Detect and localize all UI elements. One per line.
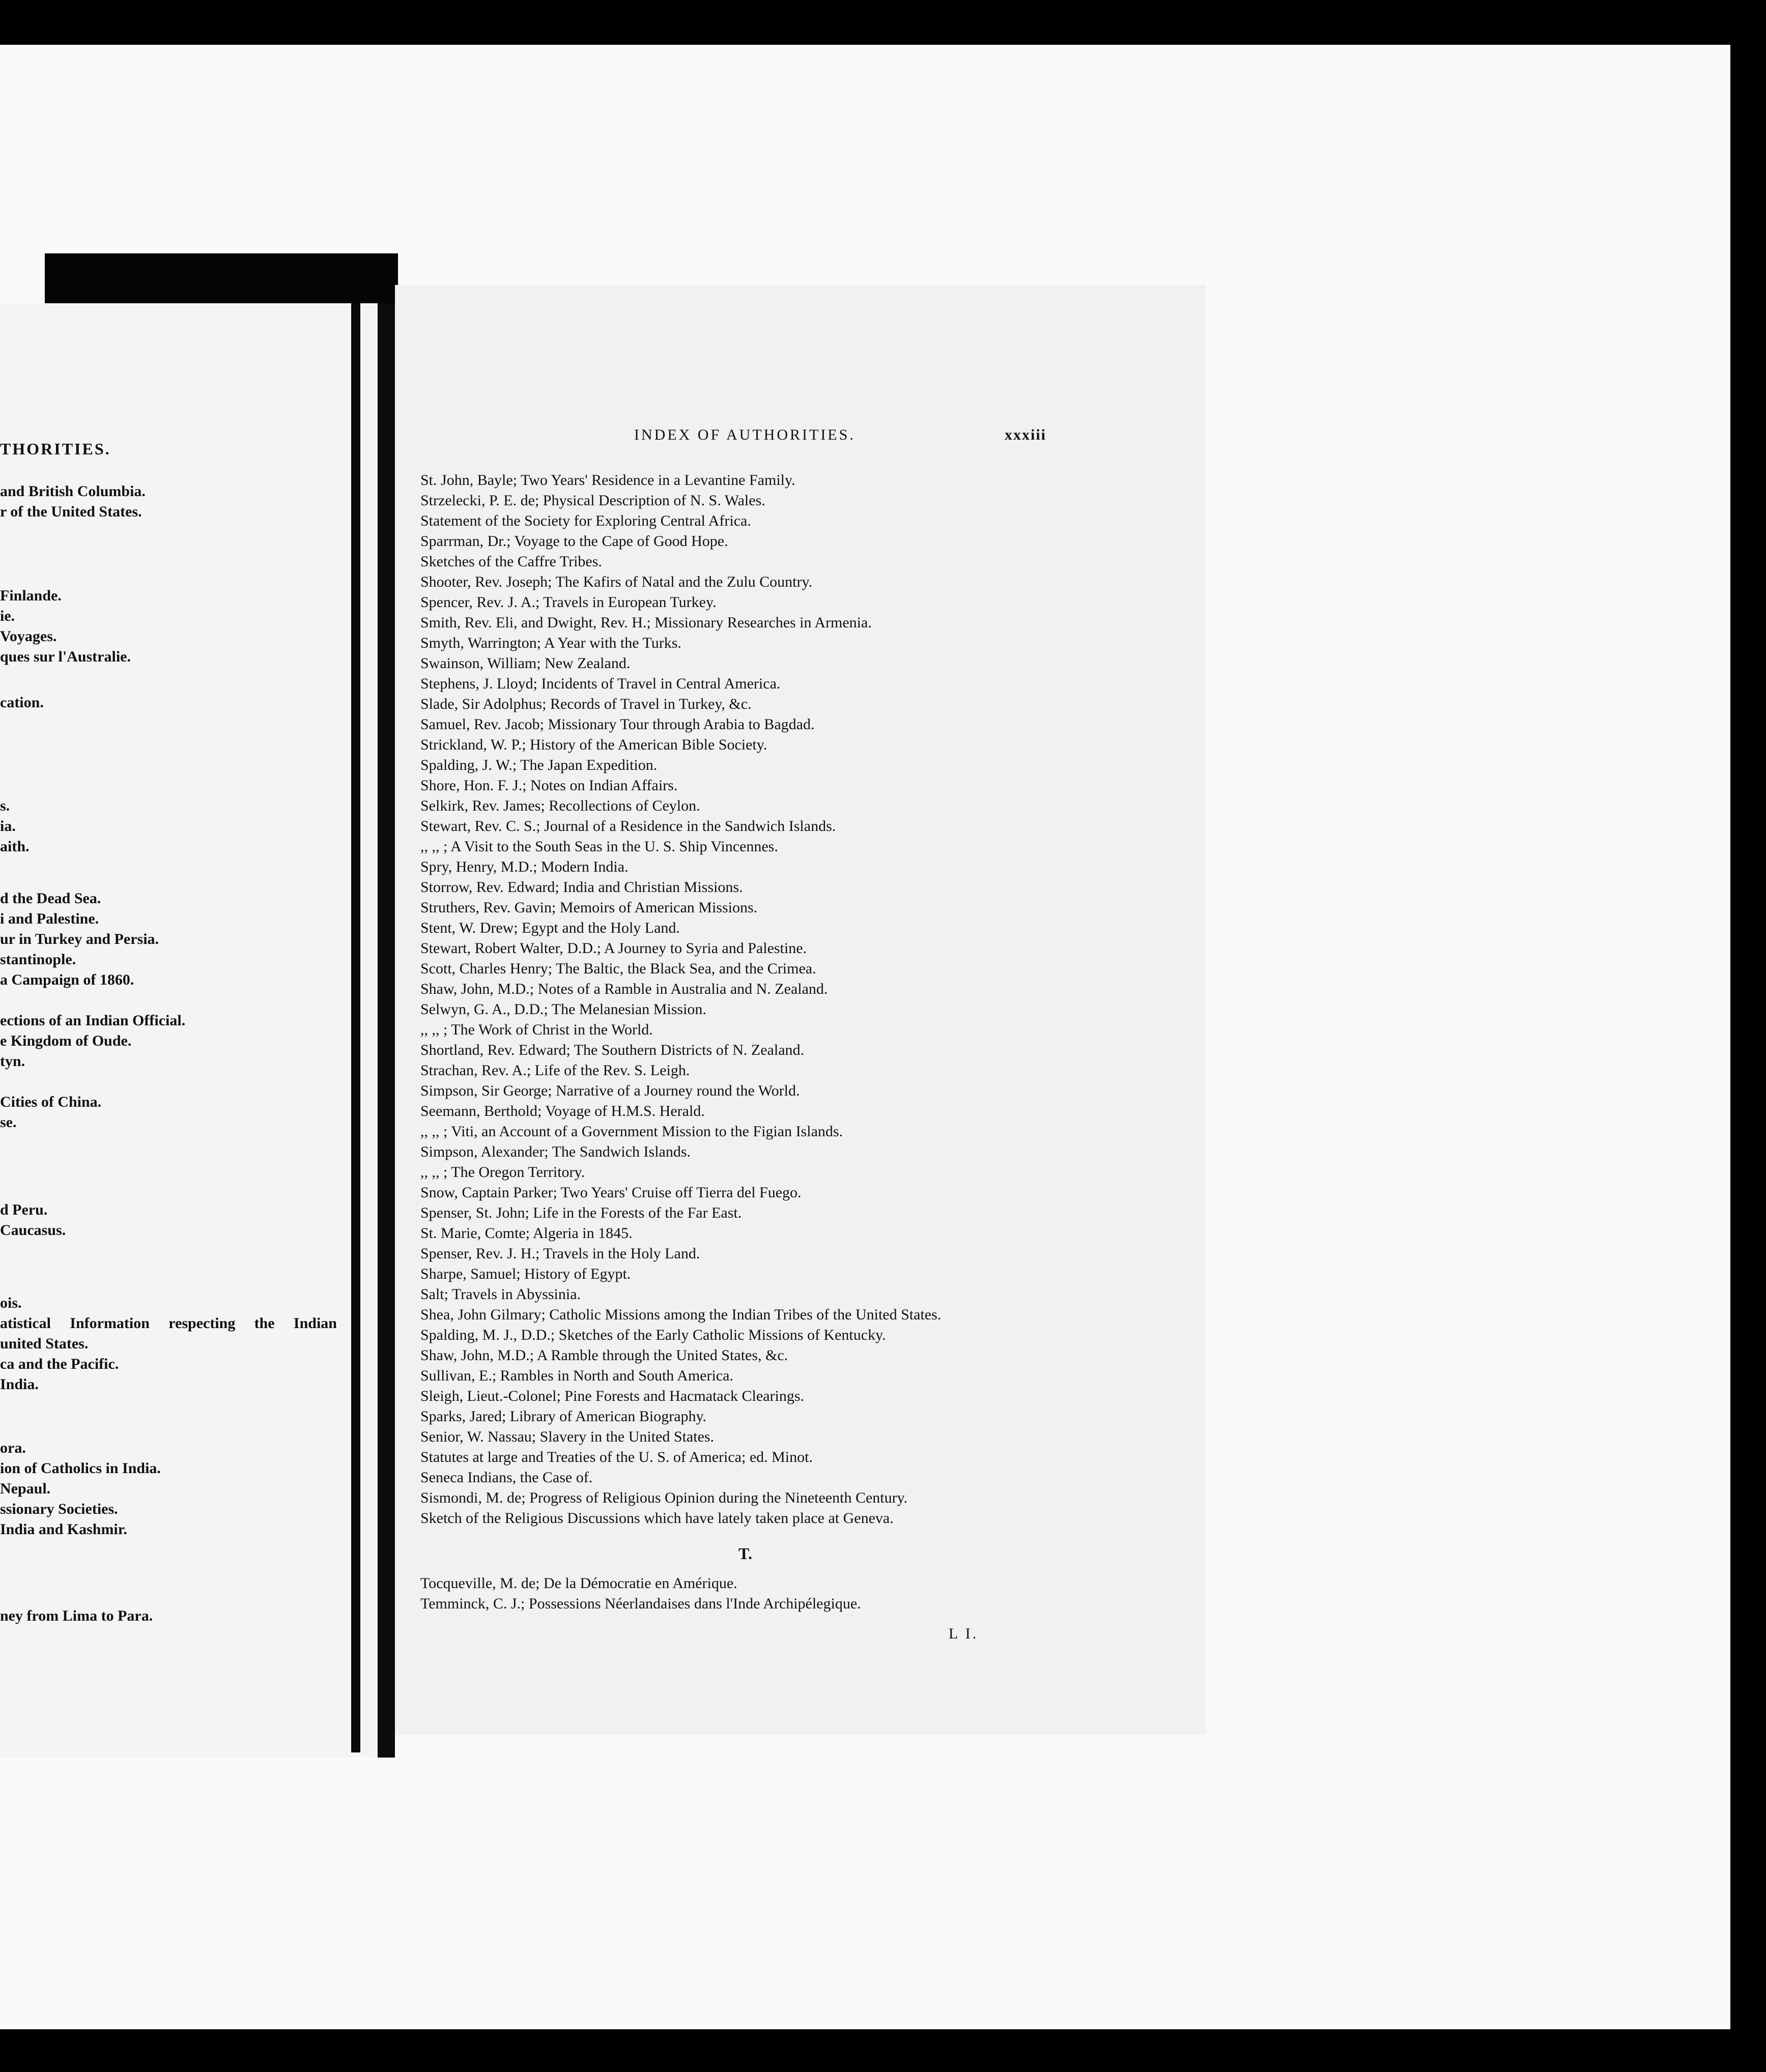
left-page-line: ois. (0, 1294, 22, 1311)
left-page-line: tyn. (0, 1053, 25, 1070)
index-entry: Temminck, C. J.; Possessions Néerlandaises dans l'Inde Archipélegique. (420, 1595, 861, 1612)
signature-mark: L I. (949, 1625, 979, 1642)
left-page-line: ora. (0, 1440, 26, 1456)
left-running-head: THORITIES. (0, 440, 111, 458)
left-page-line: Voyages. (0, 628, 57, 645)
left-page-line: d Peru. (0, 1201, 48, 1218)
index-entry: Sparrman, Dr.; Voyage to the Cape of Good Hope. (420, 533, 728, 550)
index-entry: Snow, Captain Parker; Two Years' Cruise off Tierra del Fuego. (420, 1184, 802, 1201)
index-entry: Shortland, Rev. Edward; The Southern Districts of N. Zealand. (420, 1042, 805, 1058)
index-entry: Selwyn, G. A., D.D.; The Melanesian Mission. (420, 1001, 706, 1018)
index-entry: Shaw, John, M.D.; Notes of a Ramble in Australia and N. Zealand. (420, 981, 828, 997)
index-entry: Simpson, Alexander; The Sandwich Islands. (420, 1143, 691, 1160)
index-entry: St. Marie, Comte; Algeria in 1845. (420, 1225, 633, 1242)
index-entry: Smyth, Warrington; A Year with the Turks. (420, 635, 681, 651)
index-entry: Spalding, M. J., D.D.; Sketches of the Early Catholic Missions of Kentucky. (420, 1327, 886, 1343)
index-entry: Slade, Sir Adolphus; Records of Travel in Turkey, &c. (420, 696, 752, 712)
index-entry: Shore, Hon. F. J.; Notes on Indian Affairs. (420, 777, 678, 794)
left-page-line: e Kingdom of Oude. (0, 1032, 132, 1049)
index-entry: Samuel, Rev. Jacob; Missionary Tour through Arabia to Bagdad. (420, 716, 815, 733)
left-page-line: stantinople. (0, 951, 76, 968)
index-entry: ,, ,, ; A Visit to the South Seas in the U. S. Ship Vincennes. (420, 838, 778, 855)
index-entry: St. John, Bayle; Two Years' Residence in a Levantine Family. (420, 472, 795, 488)
left-page-gutter-shadow (351, 303, 360, 1752)
left-page-justified-line: atistical Information respecting the Indian (0, 1315, 337, 1332)
index-entry: Strzelecki, P. E. de; Physical Description of N. S. Wales. (420, 492, 765, 509)
left-page-line: united States. (0, 1335, 89, 1352)
left-page-line: a Campaign of 1860. (0, 971, 134, 988)
index-entry: Stewart, Rev. C. S.; Journal of a Residence in the Sandwich Islands. (420, 818, 836, 834)
left-page-line: d the Dead Sea. (0, 890, 101, 907)
index-entry: Senior, W. Nassau; Slavery in the United States. (420, 1428, 715, 1445)
index-entry: Selkirk, Rev. James; Recollections of Ceylon. (420, 797, 700, 814)
index-entry: Sullivan, E.; Rambles in North and South America. (420, 1367, 733, 1384)
index-entry: Storrow, Rev. Edward; India and Christian Missions. (420, 879, 743, 896)
index-entry: Tocqueville, M. de; De la Démocratie en Amérique. (420, 1575, 737, 1592)
left-page-line: ie. (0, 608, 15, 624)
index-entry: Shooter, Rev. Joseph; The Kafirs of Natal and the Zulu Country. (420, 573, 813, 590)
left-page-line: ur in Turkey and Persia. (0, 931, 159, 947)
index-entry: Seneca Indians, the Case of. (420, 1469, 593, 1486)
left-page (0, 303, 378, 1758)
index-entry: Shea, John Gilmary; Catholic Missions among the Indian Tribes of the United States. (420, 1306, 942, 1323)
index-entry: Smith, Rev. Eli, and Dwight, Rev. H.; Missionary Researches in Armenia. (420, 614, 872, 631)
left-page-line: ections of an Indian Official. (0, 1012, 186, 1029)
index-entry: Strickland, W. P.; History of the American Bible Society. (420, 736, 767, 753)
index-entry: Spencer, Rev. J. A.; Travels in European Turkey. (420, 594, 717, 611)
index-entry: Stephens, J. Lloyd; Incidents of Travel in Central America. (420, 675, 781, 692)
binding-tab (45, 253, 398, 306)
index-entry: Swainson, William; New Zealand. (420, 655, 631, 672)
index-entry: Simpson, Sir George; Narrative of a Journey round the World. (420, 1082, 800, 1099)
index-entry: Spenser, Rev. J. H.; Travels in the Holy Land. (420, 1245, 700, 1262)
left-page-line: se. (0, 1114, 17, 1131)
index-entry: Stent, W. Drew; Egypt and the Holy Land. (420, 919, 680, 936)
book-spine (378, 303, 395, 1758)
index-entry: ,, ,, ; The Work of Christ in the World. (420, 1021, 653, 1038)
index-entry: Salt; Travels in Abyssinia. (420, 1286, 581, 1303)
index-entry: Scott, Charles Henry; The Baltic, the Black Sea, and the Crimea. (420, 960, 816, 977)
index-entry: Sparks, Jared; Library of American Biography. (420, 1408, 707, 1425)
index-entry: Spalding, J. W.; The Japan Expedition. (420, 757, 658, 773)
left-page-line: Cities of China. (0, 1093, 102, 1110)
index-entry: Sleigh, Lieut.-Colonel; Pine Forests and Hacmatack Clearings. (420, 1388, 805, 1404)
left-page-line: ney from Lima to Para. (0, 1607, 153, 1624)
index-entry: Spenser, St. John; Life in the Forests of the Far East. (420, 1204, 742, 1221)
index-entry: Sketches of the Caffre Tribes. (420, 553, 602, 570)
page-number: xxxiii (1005, 426, 1047, 443)
index-entry: ,, ,, ; Viti, an Account of a Government Mission to the Figian Islands. (420, 1123, 843, 1140)
left-page-line: India and Kashmir. (0, 1521, 127, 1538)
index-entry: Sismondi, M. de; Progress of Religious Opinion during the Nineteenth Century. (420, 1489, 908, 1506)
index-entry: Shaw, John, M.D.; A Ramble through the United States, &c. (420, 1347, 788, 1364)
index-entry: Stewart, Robert Walter, D.D.; A Journey to Syria and Palestine. (420, 940, 807, 957)
right-page (395, 285, 1206, 1735)
index-entry: Spry, Henry, M.D.; Modern India. (420, 858, 629, 875)
index-entry: Statutes at large and Treaties of the U. S. of America; ed. Minot. (420, 1449, 813, 1465)
left-page-line: aith. (0, 838, 30, 855)
left-page-line: i and Palestine. (0, 910, 99, 927)
left-page-line: ion of Catholics in India. (0, 1460, 161, 1477)
left-page-line: Finlande. (0, 587, 62, 604)
index-entry: Sketch of the Religious Discussions which have lately taken place at Geneva. (420, 1510, 894, 1527)
left-page-line: s. (0, 797, 10, 814)
left-page-line: ca and the Pacific. (0, 1356, 119, 1372)
index-entry: Strachan, Rev. A.; Life of the Rev. S. Leigh. (420, 1062, 690, 1079)
left-page-line: r of the United States. (0, 503, 142, 520)
left-page-line: ssionary Societies. (0, 1501, 118, 1517)
left-page-line: Nepaul. (0, 1480, 51, 1497)
scan-edge (1730, 41, 1766, 2046)
section-letter-t: T. (738, 1544, 752, 1563)
index-entry: Sharpe, Samuel; History of Egypt. (420, 1265, 631, 1282)
index-entry: ,, ,, ; The Oregon Territory. (420, 1164, 585, 1181)
left-page-line: ques sur l'Australie. (0, 648, 131, 665)
left-page-line: India. (0, 1376, 39, 1393)
index-entry: Struthers, Rev. Gavin; Memoirs of American Missions. (420, 899, 758, 916)
left-page-line: Caucasus. (0, 1222, 66, 1239)
index-entry: Statement of the Society for Exploring Central Africa. (420, 512, 751, 529)
index-entry: Seemann, Berthold; Voyage of H.M.S. Herald. (420, 1103, 705, 1119)
left-page-line: ia. (0, 818, 16, 834)
left-page-line: and British Columbia. (0, 483, 146, 500)
left-page-line: cation. (0, 694, 44, 711)
running-head: INDEX OF AUTHORITIES. (634, 426, 856, 443)
